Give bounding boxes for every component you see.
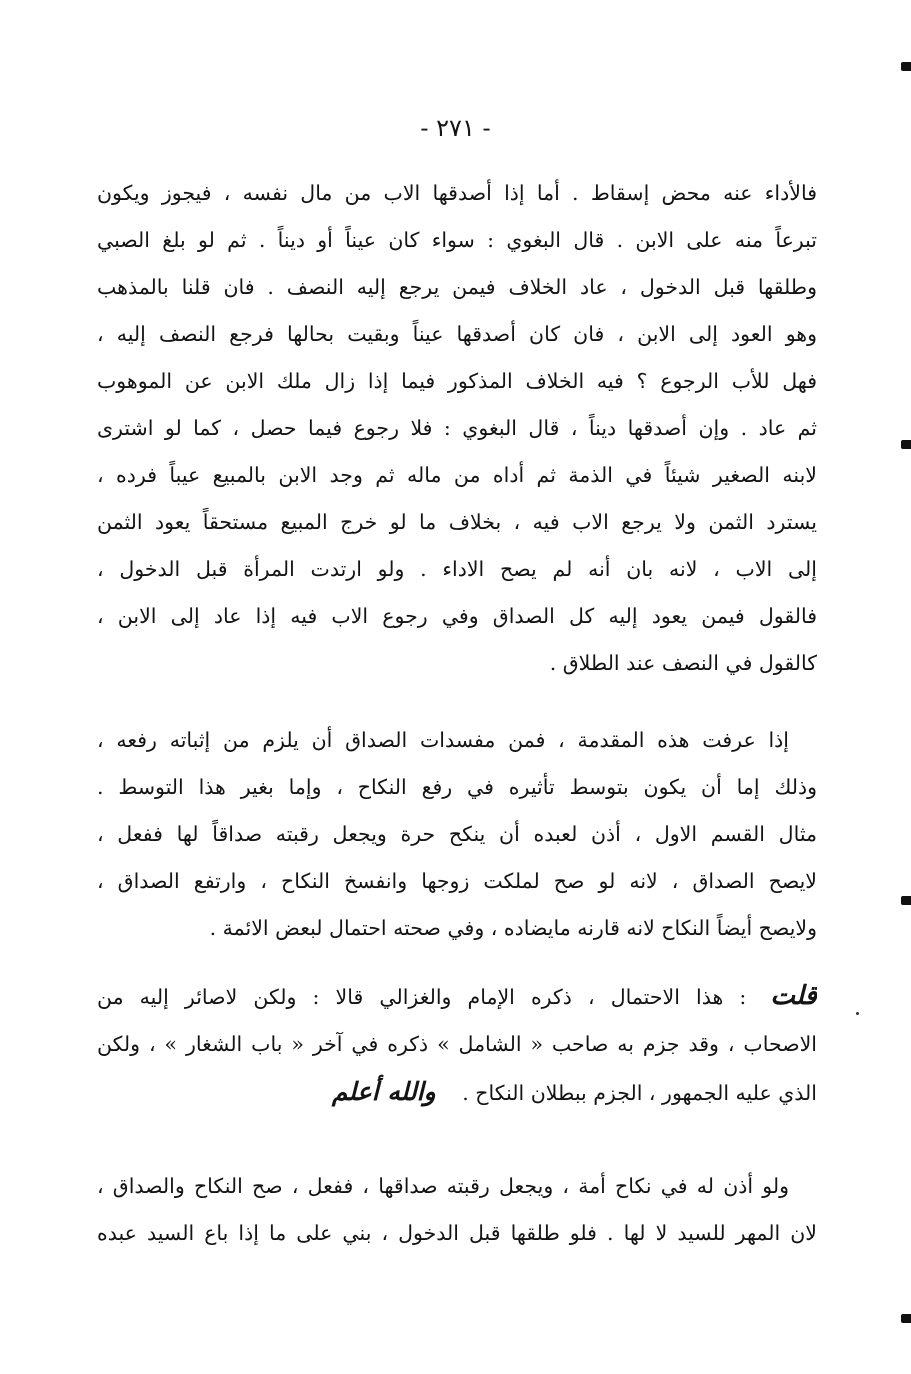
text-line: فالقول فيمن يعود إليه كل الصداق وفي رجوع الاب فيه إذا عاد إلى الابن ،	[97, 604, 817, 628]
paragraph-3	[97, 973, 817, 1117]
text-line: وهو العود إلى الابن ، فان كان أصدقها عيناً وبقيت بحالها فرجع النصف إليه ،	[97, 322, 817, 346]
scan-edge-mark	[901, 62, 911, 71]
paragraph-2	[97, 717, 817, 952]
text-line-body: : هذا الاحتمال ، ذكره الإمام والغزالي قالا : ولكن لاصائر إليه من	[97, 985, 747, 1009]
scan-dust-mark	[856, 1012, 859, 1015]
qult-label: قلت	[770, 981, 817, 1011]
text-line: إذا عرفت هذه المقدمة ، فمن مفسدات الصداق أن يلزم من إثباته رفعه ،	[97, 728, 789, 752]
text-line: فالأداء عنه محض إسقاط . أما إذا أصدقها الاب من مال نفسه ، فيجوز ويكون	[97, 181, 817, 205]
scan-edge-mark	[901, 896, 911, 905]
text-line-body: الذي عليه الجمهور ، الجزم ببطلان النكاح .	[462, 1081, 817, 1105]
paragraph-4	[97, 1163, 817, 1257]
scan-edge-mark	[901, 1314, 911, 1323]
text-line	[97, 1068, 817, 1117]
text-line: وطلقها قبل الدخول ، عاد الخلاف فيمن يرجع إليه النصف . فان قلنا بالمذهب	[97, 275, 817, 299]
text-line: ولايصح أيضاً النكاح لانه قارنه مايضاده ، وفي صحته احتمال لبعض الائمة .	[209, 916, 817, 940]
paragraph-1	[97, 170, 817, 687]
text-line: مثال القسم الاول ، أذن لعبده أن ينكح حرة ويجعل رقبته صداقاً لها ففعل ،	[97, 822, 817, 846]
text-line	[97, 973, 817, 1021]
text-line: الاصحاب ، وقد جزم به صاحب « الشامل » ذكره في آخر « باب الشغار » ، ولكن	[97, 1032, 817, 1056]
text-line: لان المهر للسيد لا لها . فلو طلقها قبل الدخول ، بني على ما إذا باع السيد عبده	[97, 1221, 817, 1245]
text-line: وذلك إما أن يكون بتوسط تأثيره في رفع النكاح ، وإما بغير هذا التوسط .	[97, 775, 817, 799]
text-line: تبرعاً منه على الابن . قال البغوي : سواء كان عيناً أو ديناً . ثم لو بلغ الصبي	[97, 228, 817, 252]
text-line: لايصح الصداق ، لانه لو صح لملكت زوجها وانفسخ النكاح ، وارتفع الصداق ،	[97, 869, 817, 893]
text-line: لابنه الصغير شيئاً في الذمة ثم أداه من ماله ثم وجد الابن بالمبيع عيباً فرده ،	[97, 463, 817, 487]
text-line: إلى الاب ، لانه بان أنه لم يصح الاداء . ولو ارتدت المرأة قبل الدخول ،	[97, 557, 817, 581]
text-line: كالقول في النصف عند الطلاق .	[549, 651, 817, 675]
text-line: فهل للأب الرجوع ؟ فيه الخلاف المذكور فيما إذا زال ملك الابن عن الموهوب	[97, 369, 817, 393]
scan-edge-mark	[901, 440, 911, 449]
text-line: ولو أذن له في نكاح أمة ، ويجعل رقبته صداقها ، ففعل ، صح النكاح والصداق ،	[97, 1174, 789, 1198]
page-number: - ٢٧١ -	[420, 114, 491, 142]
closing-phrase: والله أعلم	[331, 1077, 436, 1106]
text-line: يسترد الثمن ولا يرجع الاب فيه ، بخلاف ما لو خرج المبيع مستحقاً يعود الثمن	[97, 510, 817, 534]
text-line: ثم عاد . وإن أصدقها ديناً ، قال البغوي : فلا رجوع فيما حصل ، كما لو اشترى	[97, 416, 817, 440]
